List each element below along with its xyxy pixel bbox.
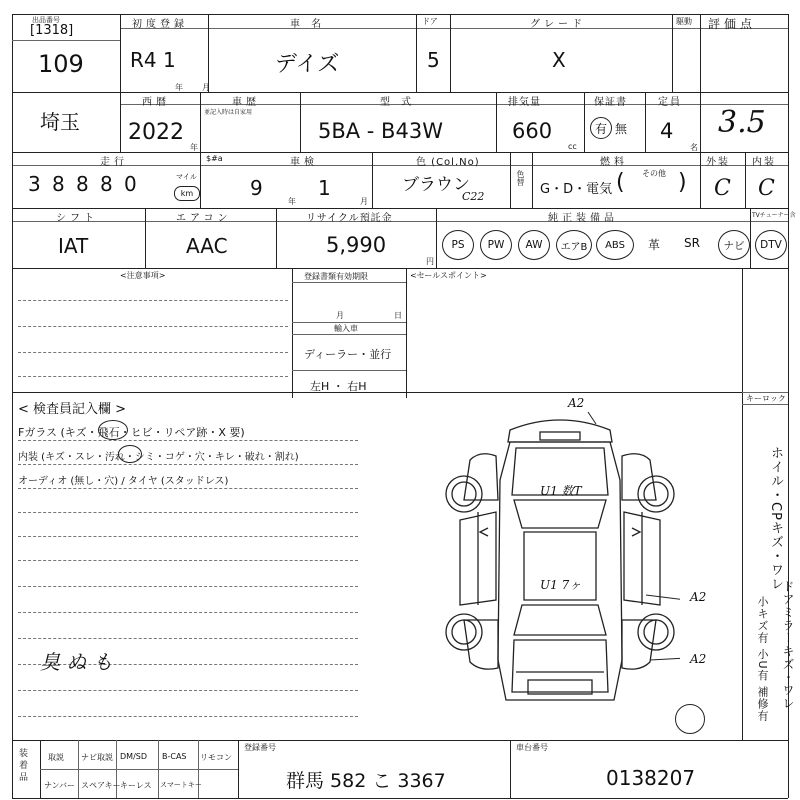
stone-chip-circle: [98, 420, 128, 440]
displacement-label: 排気量: [508, 97, 541, 108]
footer-item: スペアキー: [81, 781, 121, 790]
handle-side: 左H ・ 右H: [310, 380, 367, 393]
history-sub: 並記入時は自家用: [204, 109, 253, 116]
inspector-title: < 検査員記入欄 >: [18, 402, 127, 417]
door-label: ドア: [422, 17, 438, 26]
footer-item: ナンバー: [44, 781, 76, 790]
right-vertical-1: ホイル・CPキズ・ワレ: [768, 446, 783, 591]
fuel-paren-open: (: [616, 170, 625, 195]
equip-pw: PW: [480, 230, 512, 260]
fuel-text: G・D・電気: [540, 182, 613, 197]
color-change-label: 色替: [516, 170, 525, 186]
deadline-day: 日: [394, 311, 402, 320]
footer-item: DM/SD: [120, 752, 147, 761]
cc-unit: cc: [568, 142, 577, 151]
inspection-month: 9: [250, 176, 263, 200]
footer-item: スマートキー: [160, 781, 202, 789]
interior-grade: C: [758, 176, 775, 201]
rating: 3.5: [718, 105, 766, 140]
inspection-month-unit: 月: [360, 197, 368, 206]
lot-bracket: [1318]: [30, 23, 74, 38]
inspector-line-3: オーディオ (無し・穴) / タイヤ (スタッドレス): [18, 476, 229, 487]
color: ブラウン: [402, 175, 470, 195]
fuel-other-label: その他: [642, 169, 666, 178]
footer-item: 取説: [48, 753, 64, 762]
mileage-label: 走行: [100, 157, 128, 168]
change-label: $#a: [206, 154, 223, 163]
mile-label: マイル: [176, 173, 197, 181]
grade-label: グレード: [530, 19, 586, 30]
reg-number: 群馬 582 こ 3367: [286, 770, 446, 792]
car-diagram: [440, 400, 680, 720]
empty-circle-mark: [675, 704, 705, 734]
front-bumper-shape: [508, 420, 612, 442]
year-unit-2: 年: [190, 143, 198, 152]
car-name-label: 車 名: [290, 19, 326, 30]
footer-item: リモコン: [200, 753, 232, 762]
import-dealer: ディーラー・並行: [304, 348, 392, 361]
month-unit: 月: [202, 83, 210, 92]
import-label: 輸入車: [334, 324, 358, 333]
doors: 5: [427, 48, 440, 72]
drive-label: 駆動: [676, 17, 692, 26]
equip-aw: AW: [518, 230, 550, 260]
rating-label: 評価点: [708, 17, 757, 31]
prefecture: 埼玉: [40, 110, 80, 134]
body-outline: [498, 442, 622, 700]
fuel-label: 燃料: [600, 157, 628, 168]
ac-label: エアコン: [176, 213, 232, 224]
year-label: 西暦: [142, 97, 170, 108]
inspector-line-1: Fガラス (キズ・飛石・ヒビ・リペア跡・X 要): [18, 426, 245, 439]
color-label: 色 (Col.No): [416, 157, 480, 168]
yen-unit: 円: [426, 257, 434, 266]
right-vertical-2: ドアミラーキズ・ワレ: [781, 580, 795, 710]
capacity-label: 定員: [658, 97, 682, 108]
mileage-digit: 8: [52, 172, 65, 196]
inspection-year-unit: 年: [288, 197, 296, 206]
mileage-digit: 8: [76, 172, 89, 196]
equip-navi: ナビ: [718, 230, 750, 260]
footer-item: ナビ取説: [81, 753, 113, 762]
equip-sr: SR: [684, 236, 700, 250]
year-unit: 年: [175, 83, 183, 92]
exterior-grade: C: [714, 176, 731, 201]
diagram-mark-roof: U1 7ヶ: [540, 578, 582, 592]
recycle-fee: 5,990: [326, 233, 387, 257]
warranty-no: 無: [615, 122, 628, 136]
mileage-digit: 0: [124, 172, 137, 196]
equip-leather: 革: [648, 238, 661, 252]
mileage-digit: 3: [28, 172, 41, 196]
ac: AAC: [186, 234, 228, 258]
key-lock-label: キーロック: [746, 394, 786, 403]
chassis-number: 0138207: [606, 766, 696, 790]
inspection-label: 車検: [290, 157, 318, 168]
diagram-mark-hood: U1 数T: [540, 484, 582, 498]
equipment-label: 純正装備品: [548, 213, 618, 224]
exterior-label: 外装: [706, 157, 730, 168]
first-reg-label: 初度登録: [132, 19, 188, 30]
sales-label: <セールスポイント>: [410, 271, 487, 280]
chassis-label: 車台番号: [516, 743, 548, 752]
equip-abs: ABS: [596, 230, 634, 260]
fuel-paren-close: ): [678, 170, 687, 195]
attachments-label: 装着品: [17, 748, 27, 784]
equip-airbag: エアB: [556, 230, 592, 260]
warranty-yes: 有: [590, 117, 612, 139]
tuner-label: TVチューナー含: [752, 212, 796, 219]
dirt-circle: [118, 445, 142, 463]
model-value: 5BA - B43W: [318, 119, 443, 143]
top-left-label: 出品番号: [32, 16, 60, 24]
right-vertical-3: 小キズ有 小U有 補修有: [756, 596, 769, 723]
equip-ps: PS: [442, 230, 474, 260]
model-label: 型 式: [380, 97, 416, 108]
lot-number: 109: [38, 50, 84, 78]
equip-dtv: DTV: [755, 230, 787, 260]
warranty-label: 保証書: [594, 97, 627, 108]
deadline-label: 登録書類有効期限: [304, 272, 368, 281]
reg-label: 登録番号: [244, 743, 276, 752]
inspector-line-2: 内装 (キズ・スレ・汚れ・シミ・コゲ・穴・キレ・破れ・割れ): [18, 452, 299, 463]
footer-item: キーレス: [120, 781, 152, 790]
diagram-mark-right-low: A2: [690, 652, 707, 666]
diagram-mark-right-mid: A2: [690, 590, 707, 604]
inspection-day: 1: [318, 176, 331, 200]
handwritten-note: 臭 ぬ も: [40, 650, 113, 674]
capacity: 4: [660, 119, 674, 143]
recycle-label: リサイクル預託金: [306, 213, 393, 224]
grade: X: [552, 48, 566, 72]
history-label: 車歴: [232, 97, 260, 108]
displacement: 660: [512, 119, 553, 143]
capacity-unit: 名: [690, 143, 698, 152]
shift-label: シフト: [56, 213, 98, 224]
year-value: 2022: [128, 120, 184, 145]
shift: IAT: [58, 234, 89, 258]
mileage-digits: [28, 172, 148, 196]
car-name: デイズ: [275, 52, 340, 77]
km-label: km: [174, 186, 200, 201]
interior-label: 内装: [752, 157, 776, 168]
color-code: C22: [462, 190, 485, 203]
mileage-digit: 8: [100, 172, 113, 196]
footer-item: B-CAS: [162, 752, 187, 761]
first-reg-value: R4 1: [130, 48, 176, 72]
caution-label: <注意事項>: [120, 271, 166, 280]
diagram-mark-top: A2: [568, 396, 585, 410]
deadline-month: 月: [336, 311, 344, 320]
